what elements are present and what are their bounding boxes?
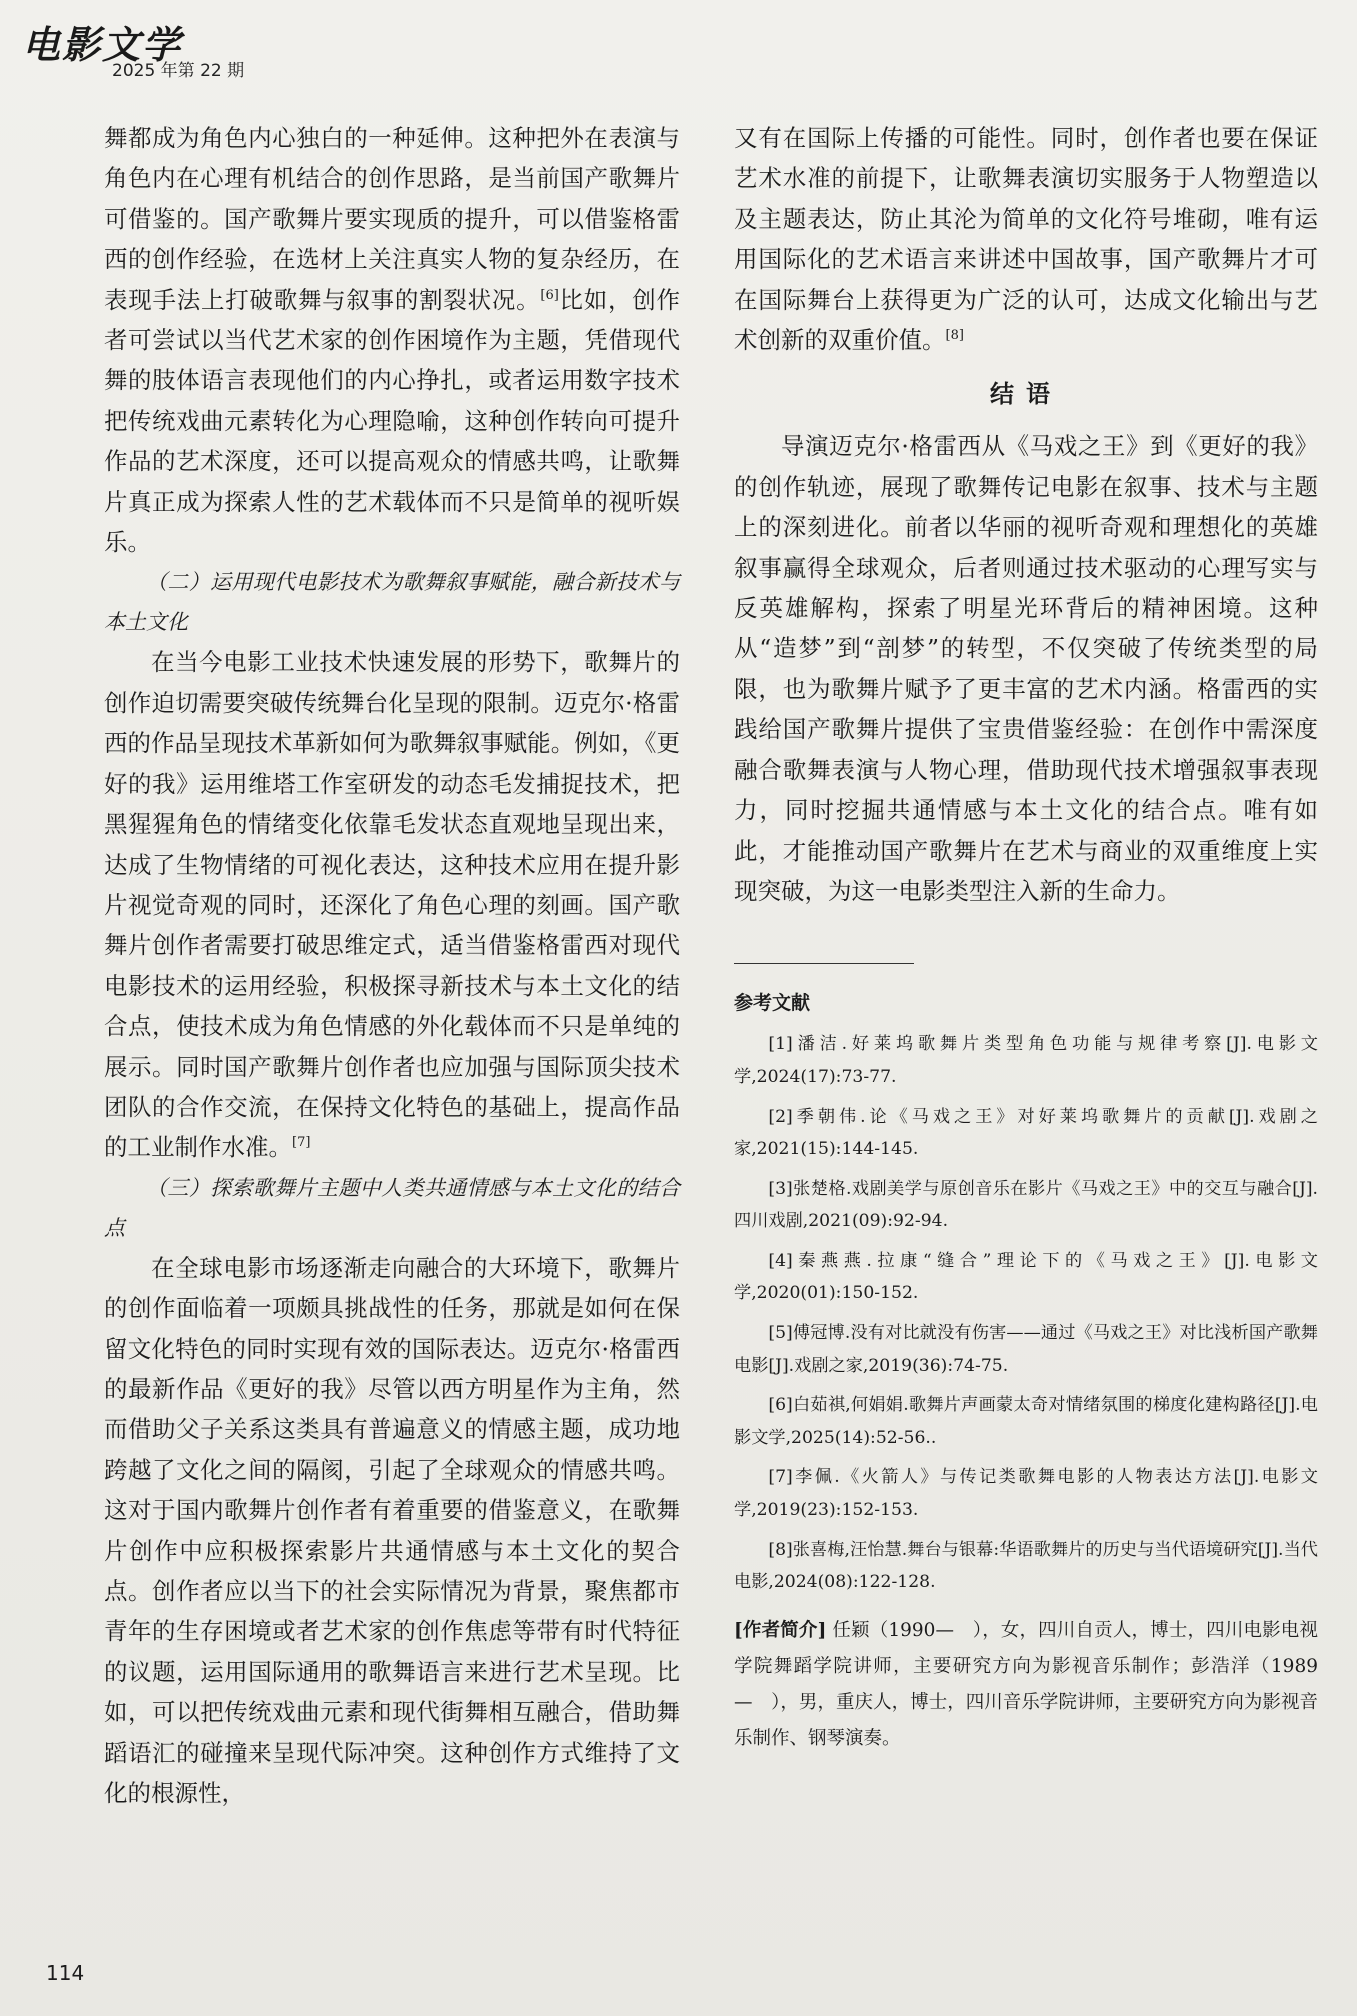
section-heading: 结语 [990, 379, 1062, 409]
author-intro: [作者简介] 任颖（1990— ），女，四川自贡人，博士，四川电影电视学院舞蹈学院讲师，主要研究方向为影视音乐制作；彭浩洋（1989— ），男，重庆人，博士，四川音乐学院讲师，主要研究方向为影视音乐制作、钢琴演奏。 [734, 1619, 1318, 1749]
subheading: （二）运用现代电影技术为歌舞叙事赋能，融合新技术与本土文化 [104, 570, 680, 635]
divider [734, 963, 914, 964]
citation: [6] [540, 287, 559, 303]
paragraph: 在全球电影市场逐渐走向融合的大环境下，歌舞片的创作面临着一项颇具挑战性的任务，那就是如何在保留文化特色的同时实现有效的国际表达。迈克尔·格雷西的最新作品《更好的我》尽管以西方明星作为主角，然而借助父子关系这类具有普遍意义的情感主题，成功地跨越了文化之间的隔阂，引起了全球观众的情感共鸣。这对于国内歌舞片创作者有着重要的借鉴意义，在歌舞片创作中应积极探索影片共通情感与本土文化的契合点。创作者应以当下的社会实际情况为背景，聚焦都市青年的生存困境或者艺术家的创作焦虑等带有时代特征的议题，运用国际通用的歌舞语言来进行艺术呈现。比如，可以把传统戏曲元素和现代街舞相互融合，借助舞蹈语汇的碰撞来呈现代际冲突。这种创作方式维持了文化的根源性， [104, 1253, 680, 1808]
reference-item: [4]秦燕燕.拉康“缝合”理论下的《马戏之王》[J].电影文学,2020(01):150-152. [734, 1250, 1318, 1304]
right-column [734, 118, 1318, 1775]
reference-item: [2]季朝伟.论《马戏之王》对好莱坞歌舞片的贡献[J].戏剧之家,2021(15):144-145. [734, 1106, 1318, 1160]
conclusion-paragraph: 导演迈克尔·格雷西从《马戏之王》到《更好的我》的创作轨迹，展现了歌舞传记电影在叙事、技术与主题上的深刻进化。前者以华丽的视听奇观和理想化的英雄叙事赢得全球观众，后者则通过技术驱动的心理写实与反英雄解构，探索了明星光环背后的精神困境。这种从“造梦”到“剖梦”的转型，不仅突破了传统类型的局限，也为歌舞片赋予了更丰富的艺术内涵。格雷西的实践给国产歌舞片提供了宝贵借鉴经验：在创作中需深度融合歌舞表演与人物心理，借助现代技术增强叙事表现力，同时挖掘共通情感与本土文化的结合点。唯有如此，才能推动国产歌舞片在艺术与商业的双重维度上实现突破，为这一电影类型注入新的生命力。 [734, 432, 1318, 905]
reference-item: [1]潘洁.好莱坞歌舞片类型角色功能与规律考察[J].电影文学,2024(17):73-77. [734, 1034, 1318, 1087]
paragraph: 舞都成为角色内心独白的一种延伸。这种把外在表演与角色内在心理有机结合的创作思路，是当前国产歌舞片可借鉴的。国产歌舞片要实现质的提升，可以借鉴格雷西的创作经验，在选材上关注真实人物的复杂经历，在表现手法上打破歌舞与叙事的割裂状况。[6]比如，创作者可尝试以当代艺术家的创作困境作为主题，凭借现代舞的肢体语言表现他们的内心挣扎，或者运用数字技术把传统戏曲元素转化为心理隐喻，这种创作转向可提升作品的艺术深度，还可以提高观众的情感共鸣，让歌舞片真正成为探索人性的艺术载体而不只是简单的视听娱乐。 [104, 124, 681, 557]
author-intro-label: [作者简介] [734, 1619, 827, 1641]
citation: [8] [945, 328, 964, 344]
reference-item: [3]张楚格.戏剧美学与原创音乐在影片《马戏之王》中的交互与融合[J].四川戏剧,2021(09):92-94. [734, 1178, 1318, 1232]
paragraph: 在当今电影工业技术快速发展的形势下，歌舞片的创作迫切需要突破传统舞台化呈现的限制。迈克尔·格雷西的作品呈现技术革新如何为歌舞叙事赋能。例如，《更好的我》运用维塔工作室研发的动态毛发捕捉技术，把黑猩猩角色的情绪变化依靠毛发状态直观地呈现出来，达成了生物情绪的可视化表达，这种技术应用在提升影片视觉奇观的同时，还深化了角色心理的刻画。国产歌舞片创作者需要打破思维定式，适当借鉴格雷西对现代电影技术的运用经验，积极探寻新技术与本土文化的结合点，使技术成为角色情感的外化载体而不只是单纯的展示。同时国产歌舞片创作者也应加强与国际顶尖技术团队的合作交流，在保持文化特色的基础上，提高作品的工业制作水准。[7] [104, 648, 680, 1162]
reference-item: [5]傅冠博.没有对比就没有伤害——通过《马戏之王》对比浅析国产歌舞电影[J].戏剧之家,2019(36):74-75. [734, 1323, 1318, 1376]
subheading: （三）探索歌舞片主题中人类共通情感与本土文化的结合点 [104, 1175, 680, 1240]
reference-item: [8]张喜梅,汪怡慧.舞台与银幕:华语歌舞片的历史与当代语境研究[J].当代电影,2024(08):122-128. [734, 1539, 1318, 1593]
citation: [7] [292, 1135, 311, 1151]
reference-item: [7]李佩.《火箭人》与传记类歌舞电影的人物表达方法[J].电影文学,2019(23):152-153. [734, 1467, 1318, 1521]
references-title: 参考文献 [734, 992, 811, 1015]
issue-label: 2025 年第 22 期 [112, 61, 245, 81]
paragraph: 又有在国际上传播的可能性。同时，创作者也要在保证艺术水准的前提下，让歌舞表演切实服务于人物塑造以及主题表达，防止其沦为简单的文化符号堆砌，唯有运用国际化的艺术语言来讲述中国故事，国产歌舞片才可在国际舞台上获得更为广泛的认可，达成文化输出与艺术创新的双重价值。[8] [734, 124, 1318, 355]
page-number: 114 [46, 1961, 85, 1985]
journal-logo: 电影文学 [22, 22, 183, 67]
left-column [104, 118, 680, 1813]
reference-item: [6]白茹祺,何娟娟.歌舞片声画蒙太奇对情绪氛围的梯度化建构路径[J].电影文学,2025(14):52-56.. [734, 1395, 1318, 1448]
